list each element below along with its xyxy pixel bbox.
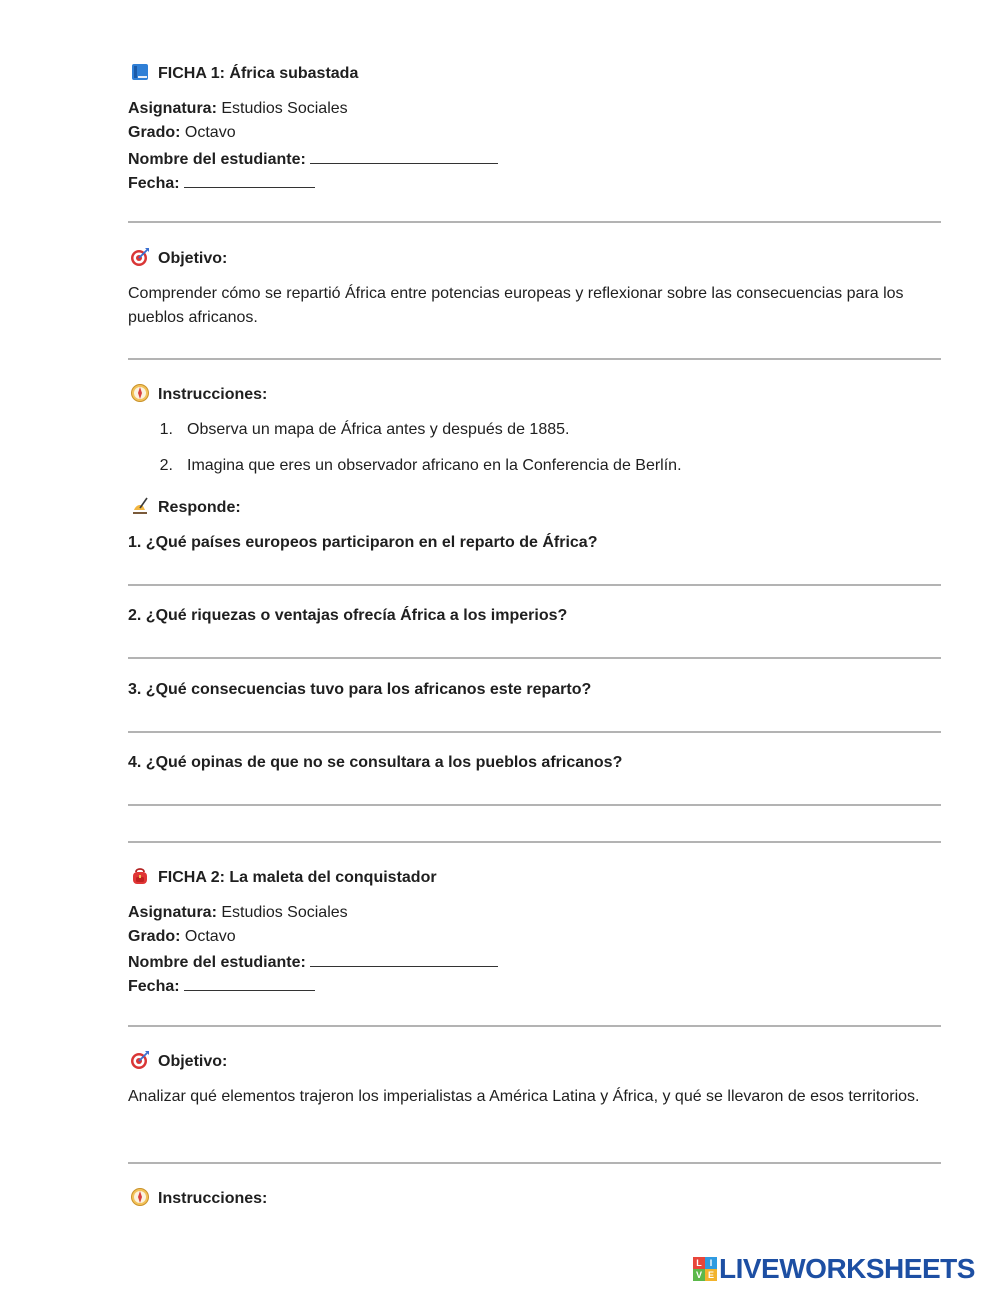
liveworksheets-logo-mark: L I V E bbox=[693, 1257, 717, 1281]
compass-icon bbox=[130, 383, 150, 403]
divider bbox=[128, 358, 941, 360]
question-4: 4. ¿Qué opinas de que no se consultara a los pueblos africanos? bbox=[128, 754, 623, 771]
target-icon bbox=[130, 1050, 150, 1070]
nombre-blank-field[interactable] bbox=[310, 950, 498, 967]
ficha1-objetivo-heading: Objetivo: bbox=[130, 247, 227, 269]
writing-hand-icon bbox=[130, 496, 150, 516]
ficha1-grado: Grado: Octavo bbox=[128, 124, 236, 141]
divider bbox=[128, 1162, 941, 1164]
fecha-blank-field[interactable] bbox=[184, 974, 315, 991]
divider bbox=[128, 221, 941, 223]
ficha1-responde-heading: Responde: bbox=[130, 496, 241, 518]
nombre-blank-field[interactable] bbox=[310, 147, 498, 164]
answer-line[interactable] bbox=[128, 804, 941, 806]
question-3: 3. ¿Qué consecuencias tuvo para los africanos este reparto? bbox=[128, 681, 592, 698]
ficha2-title: FICHA 2: La maleta del conquistador bbox=[158, 869, 437, 886]
fecha-blank-field[interactable] bbox=[184, 171, 315, 188]
ficha2-nombre: Nombre del estudiante: bbox=[128, 950, 498, 973]
ficha1-asignatura: Asignatura: Estudios Sociales bbox=[128, 100, 348, 117]
ficha2-objetivo-text: Analizar qué elementos trajeron los imperialistas a América Latina y África, y qué se llevaron de esos territorios. bbox=[128, 1088, 920, 1105]
question-1: 1. ¿Qué países europeos participaron en el reparto de África? bbox=[128, 534, 598, 551]
ficha1-instrucciones-heading: Instrucciones: bbox=[130, 383, 267, 405]
ficha1-title-row bbox=[130, 62, 358, 84]
ficha2-asignatura: Asignatura: Estudios Sociales bbox=[128, 904, 348, 921]
answer-line[interactable] bbox=[128, 584, 941, 586]
ficha1-title: FICHA 1: África subastada bbox=[158, 65, 359, 82]
target-icon bbox=[130, 247, 150, 267]
ficha1-objetivo-text: Comprender cómo se repartió África entre potencias europeas y reflexionar sobre las consecuencias para los pueblos africanos. bbox=[128, 285, 904, 326]
list-item: 1. Observa un mapa de África antes y después de 1885. bbox=[159, 421, 570, 438]
ficha2-objetivo-heading: Objetivo: bbox=[130, 1050, 227, 1072]
liveworksheets-logo-text: LIVEWORKSHEETS bbox=[719, 1253, 975, 1284]
ficha1-fecha: Fecha: bbox=[128, 171, 315, 194]
liveworksheets-logo[interactable] bbox=[693, 1253, 975, 1284]
ficha2-instrucciones-heading: Instrucciones: bbox=[130, 1187, 267, 1209]
question-2: 2. ¿Qué riquezas o ventajas ofrecía África a los imperios? bbox=[128, 607, 568, 624]
ficha2-fecha: Fecha: bbox=[128, 974, 315, 997]
red-backpack-icon bbox=[130, 866, 150, 886]
answer-line[interactable] bbox=[128, 657, 941, 659]
ficha2-grado: Grado: Octavo bbox=[128, 928, 236, 945]
answer-line[interactable] bbox=[128, 731, 941, 733]
divider bbox=[128, 841, 941, 843]
blue-book-icon bbox=[130, 62, 150, 82]
divider bbox=[128, 1025, 941, 1027]
list-item: 2. Imagina que eres un observador africano en la Conferencia de Berlín. bbox=[159, 457, 682, 474]
compass-icon bbox=[130, 1187, 150, 1207]
ficha2-title-row bbox=[130, 866, 437, 888]
ficha1-nombre: Nombre del estudiante: bbox=[128, 147, 498, 170]
